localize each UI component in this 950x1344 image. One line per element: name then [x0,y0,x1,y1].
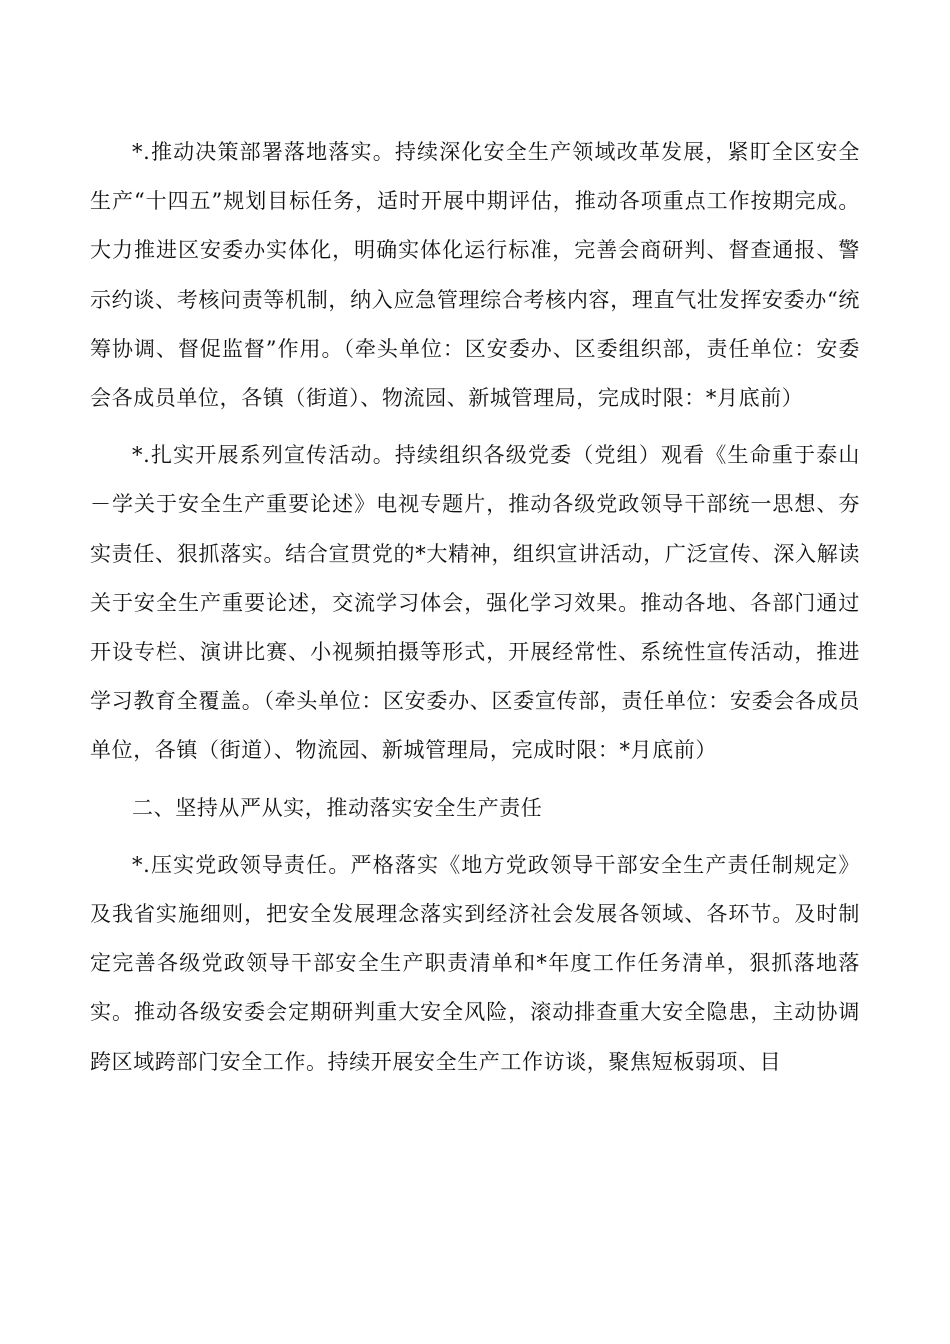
paragraph-publicity-activities: *.扎实开展系列宣传活动。持续组织各级党委（党组）观看《生命重于泰山－学关于安全生产重要论述》电视专题片，推动各级党政领导干部统一思想、夯实责任、狠抓落实。结合宣贯党的*大精神，组织宣讲活动，广泛宣传、深入解读关于安全生产重要论述，交流学习体会，强化学习效果。推动各地、各部门通过开设专栏、演讲比赛、小视频拍摄等形式，开展经常性、系统性宣传活动，推进学习教育全覆盖。（牵头单位：区安委办、区委宣传部，责任单位：安委会各成员单位，各镇（街道）、物流园、新城管理局，完成时限：*月底前） [90,443,860,763]
section-heading: 二、坚持从严从实，推动落实安全生产责任 [132,795,543,820]
paragraph-leadership-responsibility: *.压实党政领导责任。严格落实《地方党政领导干部安全生产责任制规定》及我省实施细则，把安全发展理念落实到经济社会发展各领域、各环节。及时制定完善各级党政领导干部安全生产职责清单和*年度工作任务清单，狠抓落地落实。推动各级安委会定期研判重大安全风险，滚动排查重大安全隐患，主动协调跨区域跨部门安全工作。持续开展安全生产工作访谈，聚焦短板弱项、目 [90,852,860,1074]
document-body [90,128,860,1095]
paragraph-decision-implementation: *.推动决策部署落地落实。持续深化安全生产领域改革发展，紧盯全区安全生产“十四五”规划目标任务，适时开展中期评估，推动各项重点工作按期完成。大力推进区安委办实体化，明确实体化运行标准，完善会商研判、督查通报、警示约谈、考核问责等机制，纳入应急管理综合考核内容，理直气壮发挥安委办“统筹协调、督促监督”作用。（牵头单位：区安委办、区委组织部，责任单位：安委会各成员单位，各镇（街道）、物流园、新城管理局，完成时限：*月底前） [90,140,860,411]
